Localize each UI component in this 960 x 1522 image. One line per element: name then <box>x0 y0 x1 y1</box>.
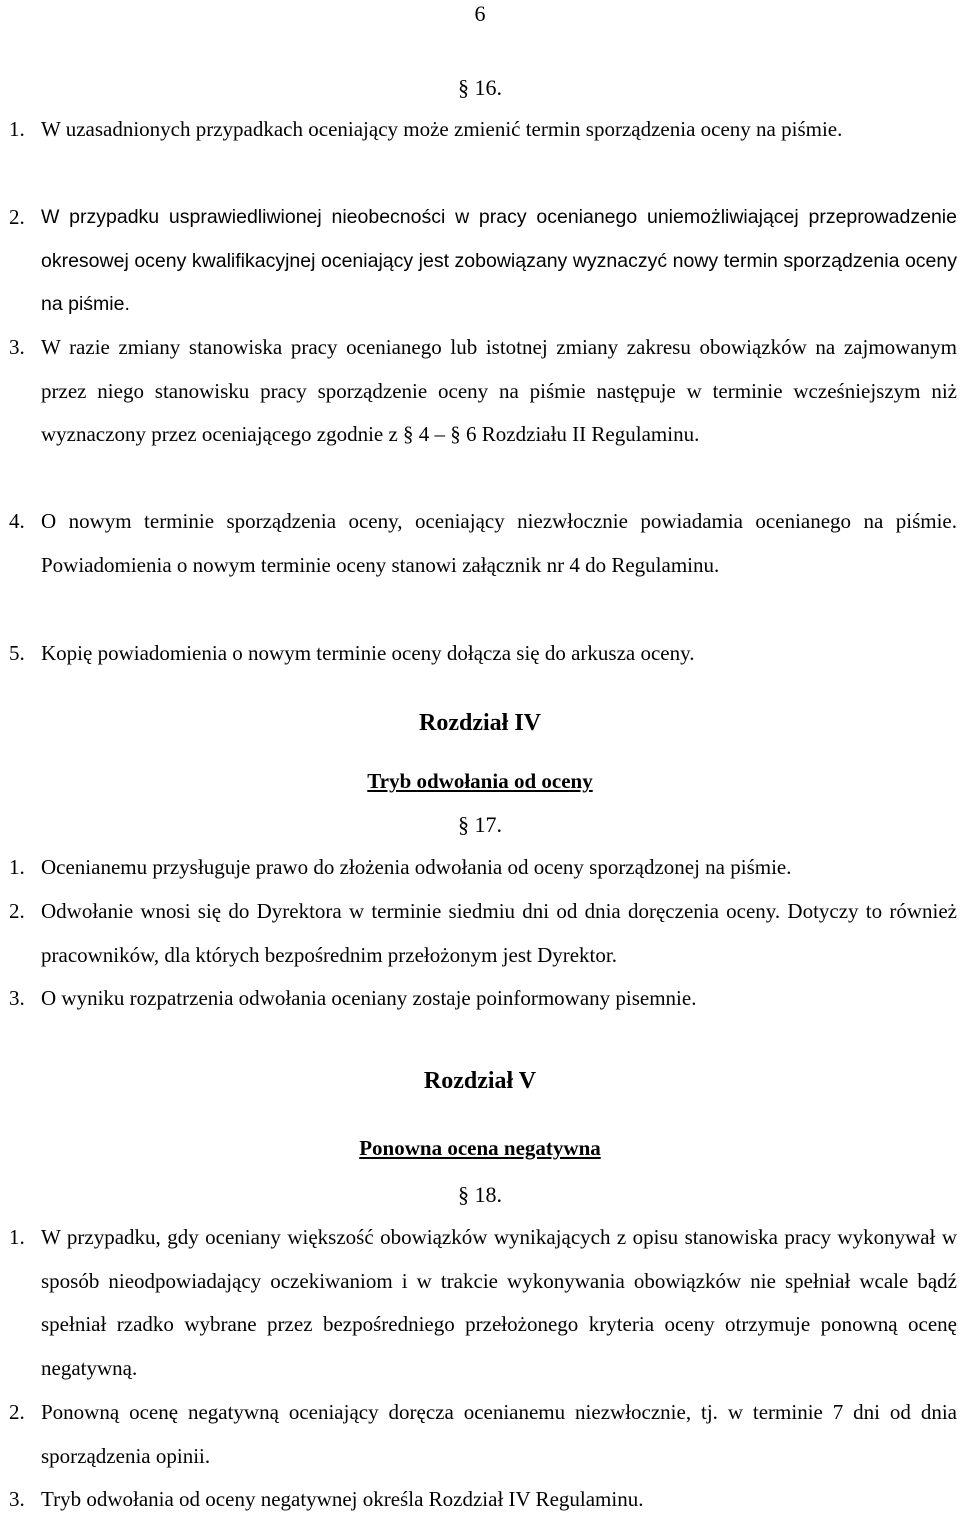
page-number: 6 <box>474 1 486 26</box>
list-item <box>9 632 957 676</box>
list-item <box>9 108 957 152</box>
chapter-subtitle: Tryb odwołania od oceny <box>367 769 593 793</box>
item-number: 2. <box>9 1400 25 1424</box>
section-number-18: § 18. <box>458 1182 502 1207</box>
list-item <box>9 1216 957 1390</box>
item-text: Ocenianemu przysługuje prawo do złożenia odwołania od oceny sporządzonej na piśmie. <box>41 855 792 879</box>
list-item <box>9 977 957 1021</box>
item-text: Ponowną ocenę negatywną oceniający doręcza ocenianemu niezwłocznie, tj. w terminie 7 dni od dnia sporządzenia opinii. <box>41 1400 957 1468</box>
chapter-title: Rozdział V <box>423 1068 537 1094</box>
item-number: 2. <box>9 899 25 923</box>
list-item <box>9 1478 957 1522</box>
list-item <box>9 1391 957 1478</box>
section-number-16: § 16. <box>458 75 502 100</box>
list-item <box>9 500 957 587</box>
item-text: W uzasadnionych przypadkach oceniający może zmienić termin sporządzenia oceny na piśmie. <box>41 117 843 141</box>
item-number: 1. <box>9 855 25 879</box>
item-text: Kopię powiadomienia o nowym terminie oceny dołącza się do arkusza oceny. <box>41 641 695 665</box>
chapter-title: Rozdział IV <box>419 710 541 736</box>
list-item <box>9 890 957 977</box>
item-number: 2. <box>9 205 25 229</box>
section-number-17: § 17. <box>458 812 502 837</box>
item-text: W przypadku, gdy oceniany większość obowiązków wynikających z opisu stanowiska pracy wykonywał w sposób nieodpowiadający oczekiwaniom i w trakcie wykonywania obowiązków nie spełniał wcale bądź spełniał rzadko wybrane przez bezpośredniego przełożonego kryteria oceny otrzymuje ponowną ocenę negatywną. <box>41 1225 957 1380</box>
item-number: 4. <box>9 509 25 533</box>
item-number: 3. <box>9 335 25 359</box>
item-number: 3. <box>9 986 25 1010</box>
list-item <box>9 846 957 890</box>
item-text: Tryb odwołania od oceny negatywnej określa Rozdział IV Regulaminu. <box>41 1487 644 1511</box>
list-item <box>9 196 957 327</box>
item-text: O wyniku rozpatrzenia odwołania oceniany zostaje poinformowany pisemnie. <box>41 986 697 1010</box>
item-text: Odwołanie wnosi się do Dyrektora w terminie siedmiu dni od dnia doręczenia oceny. Dotyczy to również pracowników, dla których bezpośrednim przełożonym jest Dyrektor. <box>41 899 957 967</box>
item-text: W razie zmiany stanowiska pracy ocenianego lub istotnej zmiany zakresu obowiązków na zajmowanym przez niego stanowisku pracy sporządzenie oceny na piśmie następuje w terminie wcześniejszym niż wyznaczony przez oceniającego zgodnie z § 4 – § 6 Rozdziału II Regulaminu. <box>41 335 957 446</box>
item-text: O nowym terminie sporządzenia oceny, oceniający niezwłocznie powiadamia ocenianego na piśmie. Powiadomienia o nowym terminie oceny stanowi załącznik nr 4 do Regulaminu. <box>41 509 957 577</box>
item-number: 3. <box>9 1487 25 1511</box>
item-text: W przypadku usprawiedliwionej nieobecności w pracy ocenianego uniemożliwiającej przeprowadzenie okresowej oceny kwalifikacyjnej oceniający jest zobowiązany wyznaczyć nowy termin sporządzenia oceny na piśmie. <box>41 206 957 315</box>
item-number: 1. <box>9 117 25 141</box>
item-number: 5. <box>9 641 25 665</box>
list-item <box>9 326 957 457</box>
chapter-subtitle: Ponowna ocena negatywna <box>359 1136 601 1160</box>
item-number: 1. <box>9 1225 25 1249</box>
